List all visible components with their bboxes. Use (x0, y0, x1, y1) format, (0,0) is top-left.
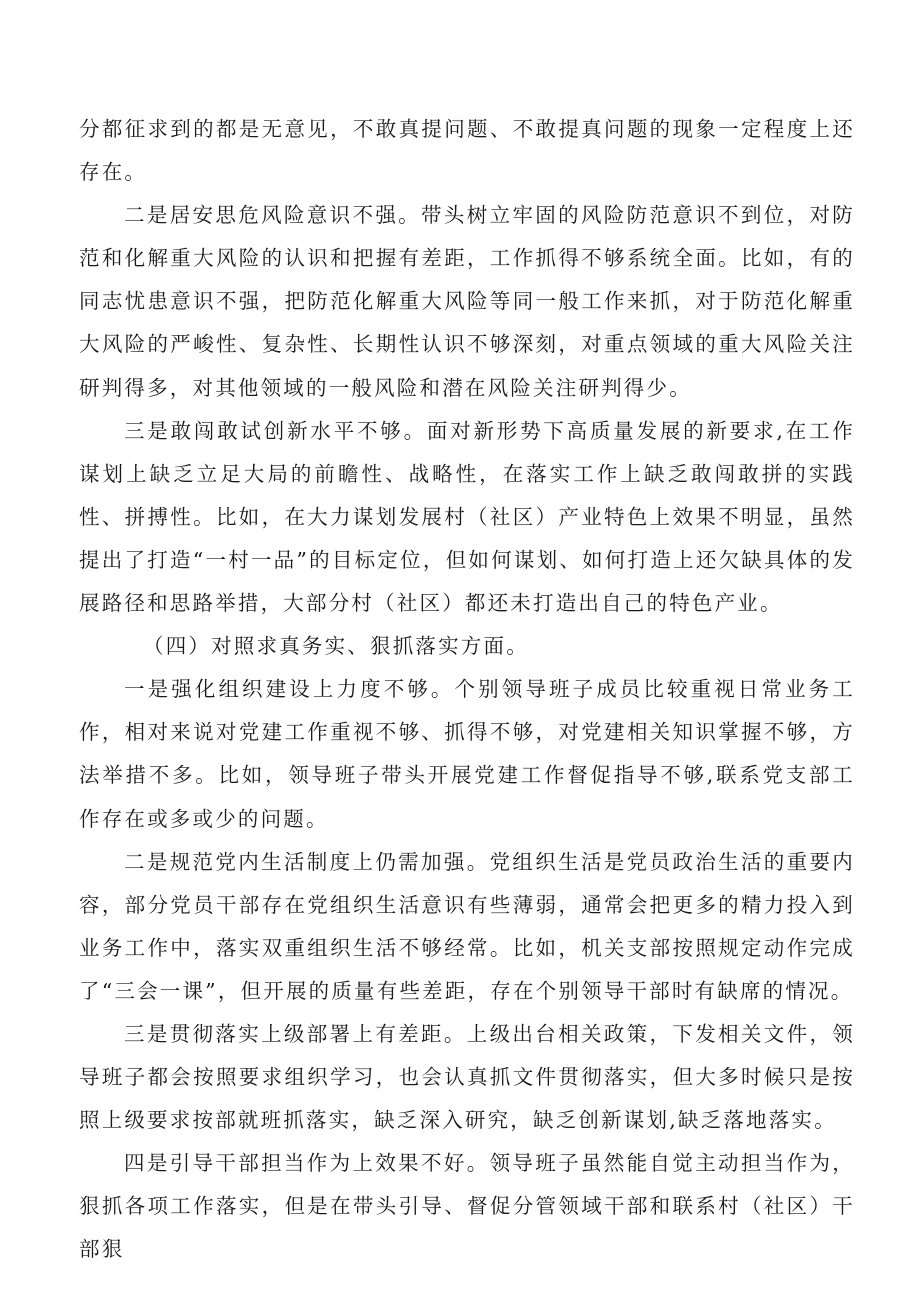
paragraph-party-life: 二是规范党内生活制度上仍需加强。党组织生活是党员政治生活的重要内容，部分党员干部存在党组织生活意识有些薄弱，通常会把更多的精力投入到业务工作中，落实双重组织生活不够经常。比如，机关支部按照规定动作完成了“三会一课”，但开展的质量有些差距，存在个别领导干部时有缺席的情况。 (79, 849, 855, 1003)
paragraph-continuation: 分都征求到的都是无意见，不敢真提问题、不敢提真问题的现象一定程度上还存在。 (79, 117, 855, 185)
section-heading-four: （四）对照求真务实、狠抓落实方面。 (143, 634, 529, 659)
document-body (79, 108, 855, 1272)
paragraph-organization-building: 一是强化组织建设上力度不够。个别领导班子成员比较重视日常业务工作，相对来说对党建工作重视不够、抓得不够，对党建相关知识掌握不够，方法举措不多。比如，领导班子带头开展党建工作督促指导不够,联系党支部工作存在或多或少的问题。 (79, 677, 855, 831)
paragraph-implementation: 三是贯彻落实上级部署上有差距。上级出台相关政策，下发相关文件，领导班子都会按照要求组织学习，也会认真抓文件贯彻落实，但大多时候只是按照上级要求按部就班抓落实，缺乏深入研究，缺乏创新谋划,缺乏落地落实。 (79, 1021, 855, 1133)
paragraph-risk-awareness: 二是居安思危风险意识不强。带头树立牢固的风险防范意识不到位，对防范和化解重大风险的认识和把握有差距，工作抓得不够系统全面。比如，有的同志忧患意识不强，把防范化解重大风险等同一般工作来抓，对于防范化解重大风险的严峻性、复杂性、长期性认识不够深刻，对重点领域的重大风险关注研判得多，对其他领域的一般风险和潜在风险关注研判得少。 (79, 203, 855, 400)
paragraph-innovation: 三是敢闯敢试创新水平不够。面对新形势下高质量发展的新要求,在工作谋划上缺乏立足大局的前瞻性、战略性，在落实工作上缺乏敢闯敢拼的实践性、拼搏性。比如，在大力谋划发展村（社区）产业特色上效果不明显，虽然提出了打造“一村一品”的目标定位，但如何谋划、如何打造上还欠缺具体的发展路径和思路举措，大部分村（社区）都还未打造出自己的特色产业。 (79, 418, 855, 616)
paragraph-cadre-guidance: 四是引导干部担当作为上效果不好。领导班子虽然能自觉主动担当作为，狠抓各项工作落实，但是在带头引导、督促分管领域干部和联系村（社区）干部狠 (79, 1151, 855, 1262)
